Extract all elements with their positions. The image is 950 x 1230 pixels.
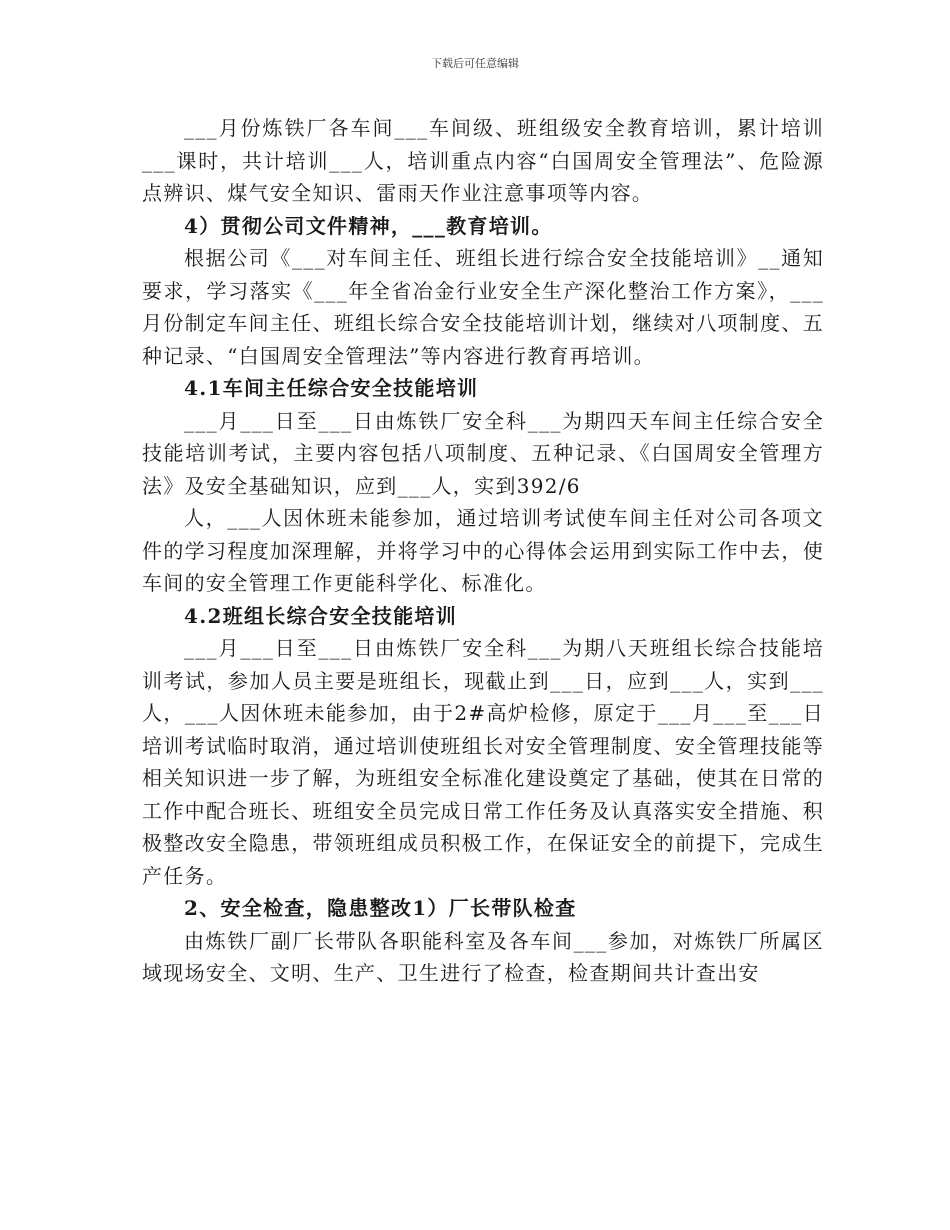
paragraph-company-notice: 根据公司《___对车间主任、班组长进行综合安全技能培训》__通知要求，学习落实《___年全省冶金行业安全生产深化整治工作方案》，___月份制定车间主任、班组长综合安全技能培训计划，继续对八项制度、五种记录、“白国周安全管理法”等内容进行教育再培训。 <box>142 246 824 368</box>
heading-workshop-director-training: 4.1车间主任综合安全技能培训 <box>184 376 479 400</box>
paragraph-workshop-director-exam: ___月___日至___日由炼铁厂安全科___为期四天车间主任综合安全技能培训考试，主要内容包括八项制度、五种记录、《白国周安全管理方法》及安全基础知识，应到___人，实到392/6 <box>142 408 824 498</box>
heading-team-leader-training: 4.2班组长综合安全技能培训 <box>184 603 457 628</box>
heading-company-document-training: 4）贯彻公司文件精神，___教育培训。 <box>184 213 553 238</box>
document-body <box>142 112 824 990</box>
heading-safety-inspection: 2、安全检查，隐患整改1）厂长带队检查 <box>184 896 577 920</box>
paragraph-workshop-director-result: 人，___人因休班未能参加，通过培训考试使车间主任对公司各项文件的学习程度加深理解，并将学习中的心得体会运用到实际工作中去，使车间的安全管理工作更能科学化、标准化。 <box>142 506 824 595</box>
paragraph-team-leader-exam: ___月___日至___日由炼铁厂安全科___为期八天班组长综合技能培训考试，参加人员主要是班组长，现截止到___日，应到___人，实到___人，___人因休班未能参加，由于2#高炉检修，原定于___月___至___日培训考试临时取消，通过培训使班组长对安全管理制度、安全管理技能等相关知识进一步了解，为班组安全标准化建设奠定了基础，使其在日常的工作中配合班长、班组安全员完成日常工作任务及认真落实安全措施、积极整改安全隐患，带领班组成员积极工作，在保证安全的前提下，完成生产任务。 <box>142 636 824 888</box>
paragraph-inspection-detail: 由炼铁厂副厂长带队各职能科室及各车间___参加，对炼铁厂所属区域现场安全、文明、生产、卫生进行了检查，检查期间共计查出安 <box>142 928 824 985</box>
page-header-note: 下载后可任意编辑 <box>431 57 519 70</box>
paragraph-training-summary: ___月份炼铁厂各车间___车间级、班组级安全教育培训，累计培训___课时，共计培训___人，培训重点内容“白国周安全管理法”、危险源点辨识、煤气安全知识、雷雨天作业注意事项等内容。 <box>142 116 824 205</box>
